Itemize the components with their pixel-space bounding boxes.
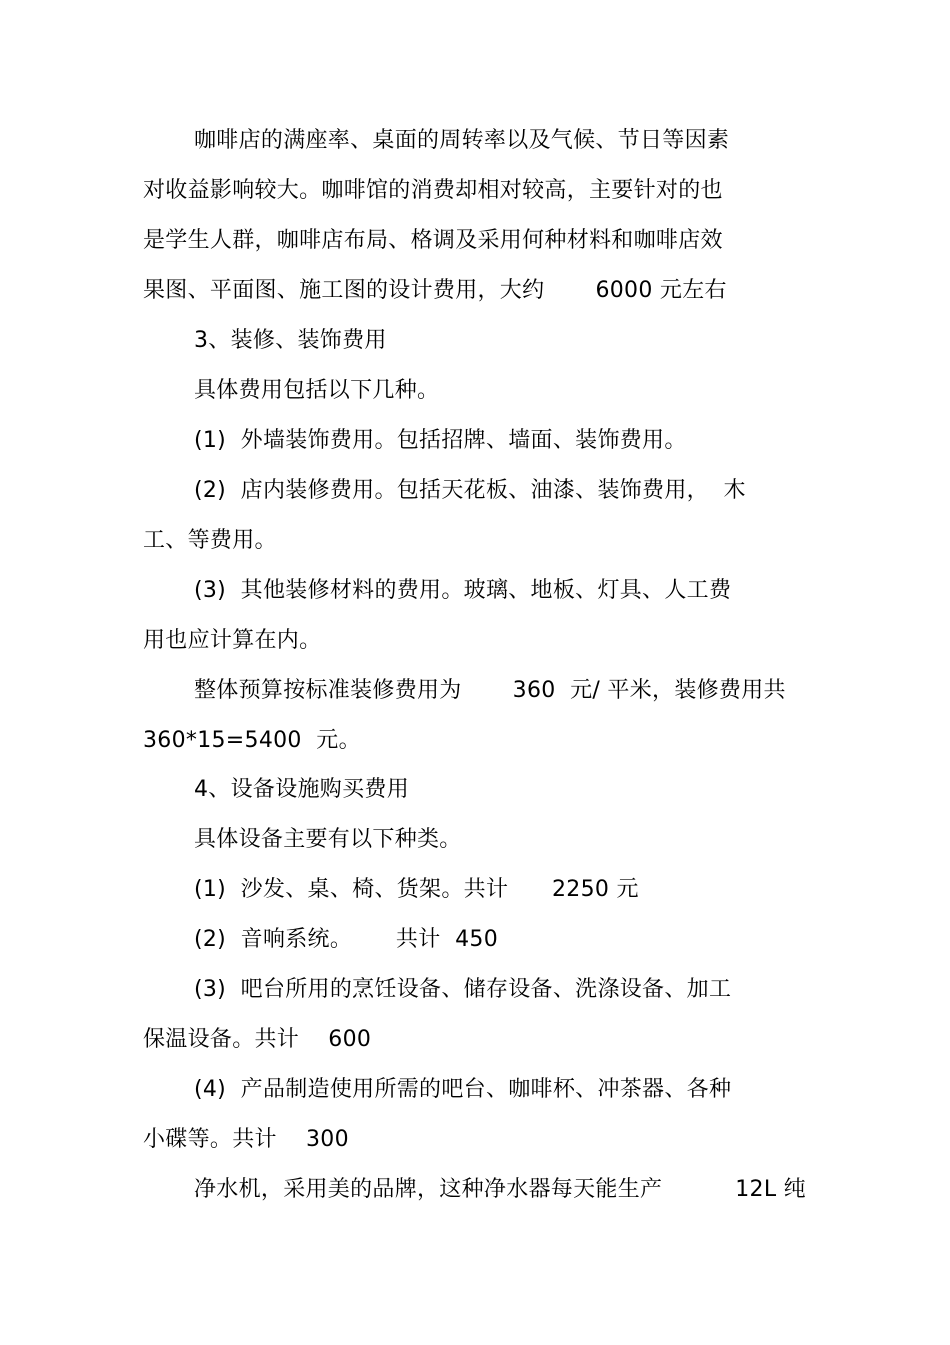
list-item-continuation: 用也应计算在内。 [143, 628, 322, 653]
list-item: (4) 产品制造使用所需的吧台、咖啡杯、冲茶器、各种 [194, 1077, 732, 1102]
section-heading-renovation: 3、装修、装饰费用 [194, 328, 387, 353]
list-item: (1) 沙发、桌、椅、货架。共计 2250 元 [194, 877, 639, 902]
paragraph-line: 咖啡店的满座率、桌面的周转率以及气候、节日等因素 [194, 128, 730, 153]
paragraph-line: 具体设备主要有以下种类。 [194, 827, 462, 852]
section-heading-equipment: 4、设备设施购买费用 [194, 777, 409, 802]
paragraph-line: 是学生人群，咖啡店布局、格调及采用何种材料和咖啡店效 [143, 228, 723, 253]
paragraph-line: 具体费用包括以下几种。 [194, 378, 440, 403]
paragraph-line: 360*15=5400 元。 [143, 728, 361, 753]
list-item-continuation: 工、等费用。 [143, 528, 277, 553]
list-item: (2) 店内装修费用。包括天花板、油漆、装饰费用， 木 [194, 478, 746, 503]
paragraph-line: 果图、平面图、施工图的设计费用，大约 6000 元左右 [143, 278, 727, 303]
list-item: (2) 音响系统。 共计 450 [194, 927, 498, 952]
list-item: (1) 外墙装饰费用。包括招牌、墙面、装饰费用。 [194, 428, 687, 453]
paragraph-line: 净水机，采用美的品牌，这种净水器每天能生产 12L 纯 [194, 1177, 806, 1202]
list-item: (3) 其他装修材料的费用。玻璃、地板、灯具、人工费 [194, 578, 732, 603]
paragraph-line: 整体预算按标准装修费用为 360 元/ 平米，装修费用共 [194, 678, 786, 703]
list-item-continuation: 保温设备。共计 600 [143, 1027, 372, 1052]
list-item: (3) 吧台所用的烹饪设备、储存设备、洗涤设备、加工 [194, 977, 732, 1002]
paragraph-line: 对收益影响较大。咖啡馆的消费却相对较高，主要针对的也 [143, 178, 723, 203]
list-item-continuation: 小碟等。共计 300 [143, 1127, 349, 1152]
